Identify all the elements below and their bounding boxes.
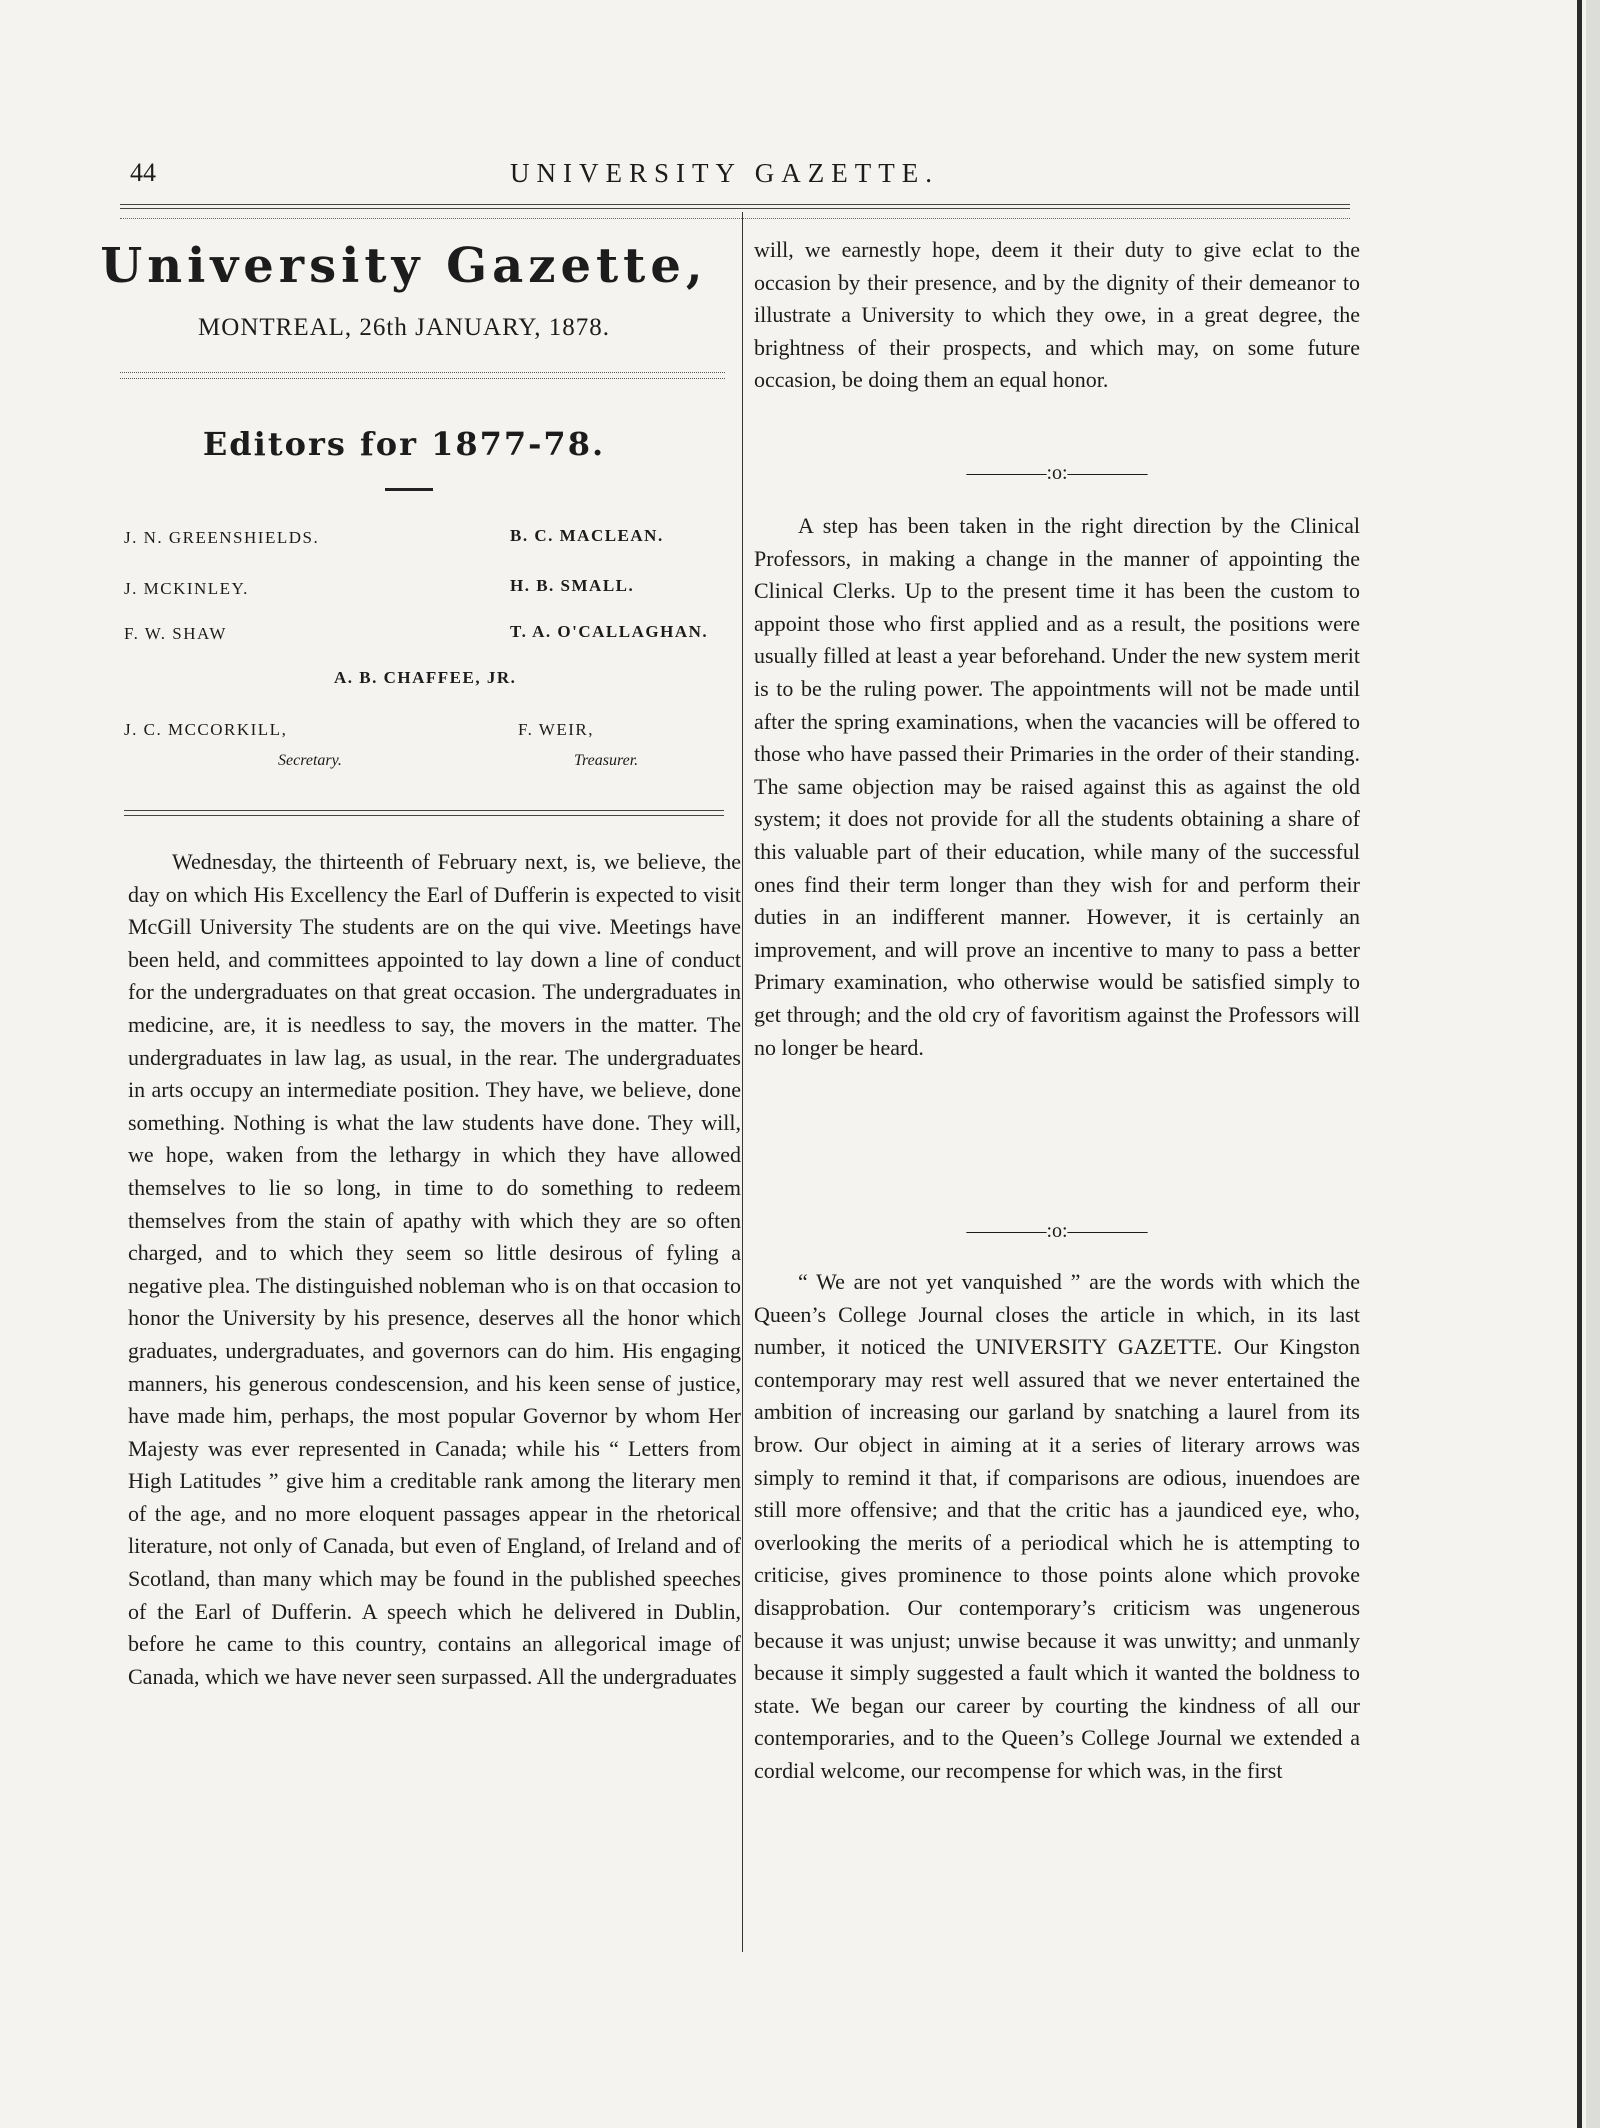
page-number: 44: [130, 158, 156, 187]
treasurer-name: F. WEIR,: [518, 720, 594, 739]
treasurer-role: Treasurer.: [574, 752, 639, 769]
article-queens-journal: “ We are not yet vanquished ” are the words with which the Queen’s College Journal closes the article in which, in its last number, it noticed the UNIVERSITY GAZETTE. Our Kingston contemporary may rest well assured that we never entertained the ambition of increasing our garland by snatching a laurel from its brow. Our object in aiming at it a series of literary arrows was simply to remind it that, if comparisons are odious, inuendoes are still more offensive; and that the critic has a jaundiced eye, who, overlooking the merits of a periodical which he is attempting to criticise, gives prominence to those points alone which provoke disapprobation. Our contemporary’s criticism was ungenerous because it was unjust; unwise because it was unwitty; and unmanly because it simply suggested a fault which it wanted the boldness to state. We began our career by courting the kindness of all our contemporaries, and to the Queen’s College Journal we extended a cordial welcome, our recompense for which was, in the first: [754, 1269, 1360, 1783]
right-column-clinical-clerks: [754, 510, 1360, 1064]
left-column-article: [128, 846, 741, 1693]
section-separator-1: ————:o:————: [966, 462, 1148, 484]
editor-right-1: B. C. MACLEAN.: [510, 526, 664, 545]
article-dufferin-continuation: will, we earnestly hope, deem it their duty to give eclat to the occasion by their presence, and by the dignity of their demeanor to illustrate a University to which they owe, in a great degree, the brightness of their prospects, and which may, on some future occasion, be doing them an equal honor.: [754, 237, 1360, 393]
editors-heading-rule: [385, 488, 433, 491]
right-column-queens-journal: [754, 1266, 1360, 1788]
header-rule: [120, 204, 1350, 209]
article-clinical-clerks: A step has been taken in the right direction by the Clinical Professors, in making a change in the manner of appointing the Clinical Clerks. Up to the present time it has been the custom to appoint those who first applied and as a result, the positions were usually filled at least a year beforehand. Under the new system merit is to be the ruling power. The appointments will not be made until after the spring examinations, when the vacancies will be offered to those who have passed their Primaries in the order of their standing. The same objection may be raised against this as against the old system; it does not provide for all the students obtaining a share of this valuable part of their education, while many of the successful ones find their term longer than they wish for and perform their duties in an indifferent manner. However, it is certainly an improvement, and will prove an incentive to many to pass a better Primary examination, who otherwise would be satisfied simply to get through; and the old cry of favoritism against the Professors will no longer be heard.: [754, 513, 1360, 1060]
page-edge-border: [1577, 0, 1582, 2128]
page-edge-shadow: [1586, 0, 1600, 2128]
section-separator-2: ————:o:————: [966, 1220, 1148, 1242]
running-head: [130, 158, 1360, 198]
editor-left-1: J. N. GREENSHIELDS.: [124, 528, 320, 547]
masthead-title: University Gazette,: [100, 238, 708, 294]
running-title: UNIVERSITY GAZETTE.: [510, 158, 939, 188]
secretary-role: Secretary.: [278, 752, 342, 769]
right-column-continuation: [754, 234, 1360, 397]
editor-left-3: F. W. SHAW: [124, 624, 227, 643]
editors-bottom-rule: [124, 810, 724, 816]
secretary-name: J. C. MCCORKILL,: [124, 720, 288, 739]
editor-right-3: T. A. O'CALLAGHAN.: [510, 622, 709, 641]
editor-left-2: J. MCKINLEY.: [124, 579, 249, 598]
column-divider: [742, 212, 743, 1952]
editor-right-2: H. B. SMALL.: [510, 576, 635, 595]
dateline: MONTREAL, 26th JANUARY, 1878.: [198, 314, 610, 341]
header-rule-dotted: [120, 218, 1350, 219]
editors-heading: Editors for 1877-78.: [202, 425, 606, 463]
masthead-rule-top: [120, 372, 725, 373]
masthead-rule-bottom: [120, 378, 725, 379]
editor-center: A. B. CHAFFEE, JR.: [334, 668, 517, 687]
article-dufferin-visit: Wednesday, the thirteenth of February next, is, we believe, the day on which His Excellency the Earl of Dufferin is expected to visit McGill University The students are on the qui vive. Meetings have been held, and committees appointed to lay down a line of conduct for the undergraduates on that great occasion. The undergraduates in medicine, are, it is needless to say, the movers in the matter. The undergraduates in law lag, as usual, in the rear. The undergraduates in arts occupy an intermediate position. They have, we believe, done something. Nothing is what the law students have done. They will, we hope, waken from the lethargy in which they have allowed themselves to lie so long, in time to do something to redeem themselves from the stain of apathy with which they are so often charged, and to which they seem so little desirous of fyling a negative plea. The distinguished nobleman who is on that occasion to honor the University by his presence, deserves all the honor which graduates, undergraduates, and governors can do him. His engaging manners, his generous condescension, and his keen sense of justice, have made him, perhaps, the most popular Governor by whom Her Majesty was ever represented in Canada; while his “ Letters from High Latitudes ” give him a creditable rank among the literary men of the age, and no more eloquent passages appear in the rhetorical literature, not only of Canada, but even of England, of Ireland and of Scotland, than many which may be found in the published speeches of the Earl of Dufferin. A speech which he delivered in Dublin, before he came to this country, contains an allegorical image of Canada, which we have never seen surpassed. All the undergraduates: [128, 849, 741, 1689]
